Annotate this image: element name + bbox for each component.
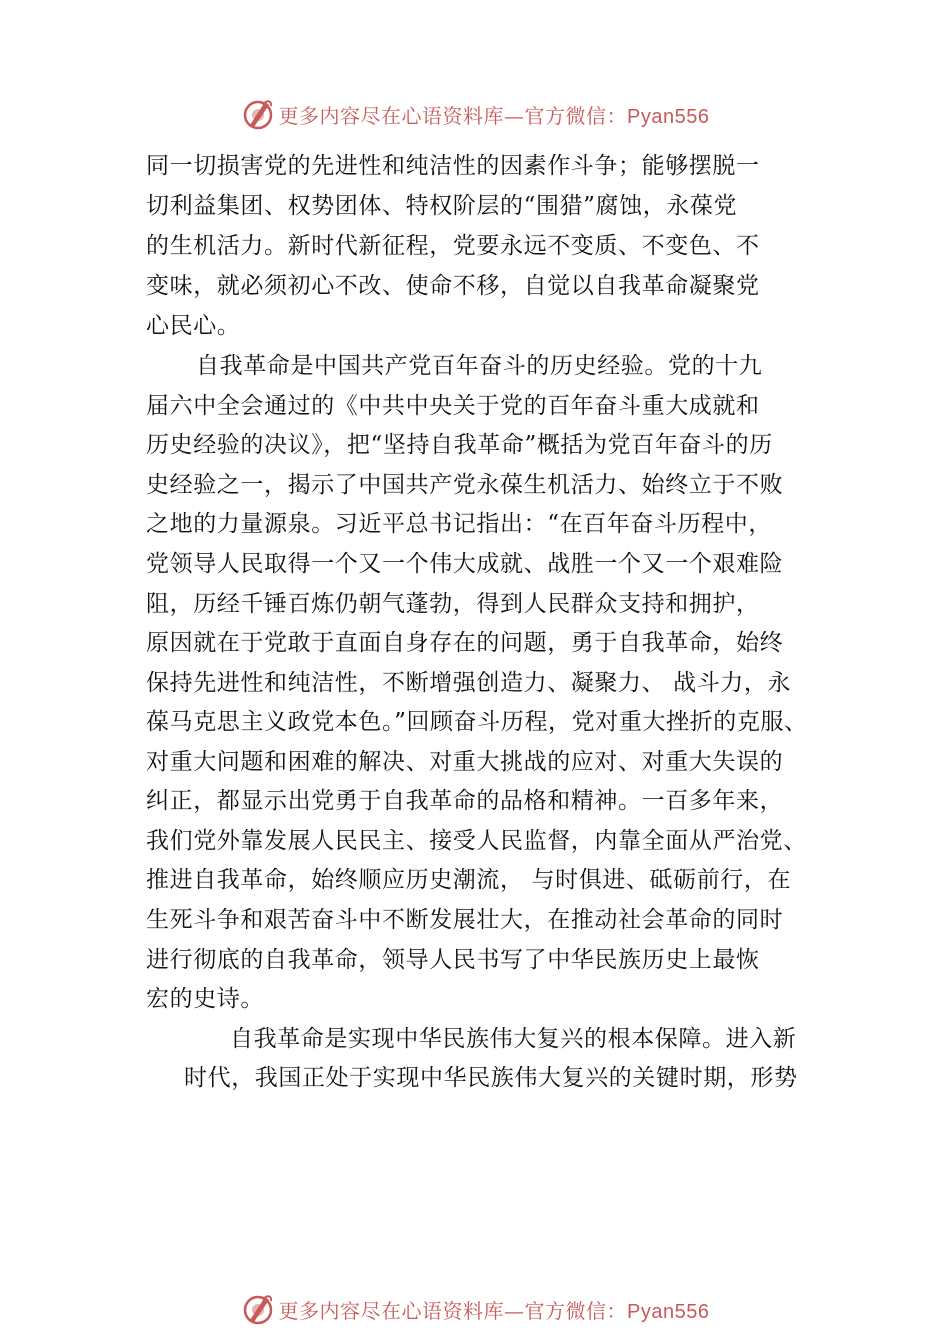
body-line: 历史经验的决议》，把“坚持自我革命”概括为党百年奋斗的历 bbox=[146, 432, 773, 458]
body-line: 届六中全会通过的《中共中央关于党的百年奋斗重大成就和 bbox=[146, 393, 760, 419]
body-line: 史经验之一，揭示了中国共产党永葆生机活力、始终立于不败 bbox=[146, 472, 784, 498]
pen-on-disc-icon bbox=[241, 1292, 275, 1326]
body-line: 葆马克思主义政党本色。”回顾奋斗历程，党对重大挫折的克服、 bbox=[146, 709, 808, 735]
body-line: 阻，历经千锤百炼仍朝气蓬勃，得到人民群众支持和拥护， bbox=[146, 591, 760, 617]
body-line: 原因就在于党敢于直面自身存在的问题，勇于自我革命，始终 bbox=[146, 630, 784, 656]
body-line: 同一切损害党的先进性和纯洁性的因素作斗争；能够摆脱一 bbox=[146, 153, 760, 179]
wechat-label: 官方微信： bbox=[524, 1298, 628, 1323]
body-line: 生死斗争和艰苦奋斗中不断发展壮大，在推动社会革命的同时 bbox=[146, 907, 784, 933]
footer-text bbox=[279, 1295, 710, 1324]
body-line: 保持先进性和纯洁性，不断增强创造力、凝聚力、 战斗力，永 bbox=[146, 670, 792, 696]
footer-dash: — bbox=[504, 1298, 525, 1323]
body-line: 切利益集团、权势团体、特权阶层的“围猎”腐蚀，永葆党 bbox=[146, 193, 738, 219]
body-line: 时代，我国正处于实现中华民族伟大复兴的关键时期，形势 bbox=[184, 1065, 798, 1091]
body-line: 自我革命是中国共产党百年奋斗的历史经验。党的十九 bbox=[196, 353, 763, 379]
footer-banner bbox=[0, 1289, 950, 1329]
body-line: 的生机活力。新时代新征程，党要永远不变质、不变色、不 bbox=[146, 233, 760, 259]
body-line: 之地的力量源泉。习近平总书记指出：“在百年奋斗历程中， bbox=[146, 511, 772, 537]
body-line: 对重大问题和困难的解决、对重大挑战的应对、对重大失误的 bbox=[146, 749, 784, 775]
wechat-id: Pyan556 bbox=[627, 105, 710, 128]
body-line: 纠正，都显示出党勇于自我革命的品格和精神。一百多年来， bbox=[146, 788, 784, 814]
body-line: 变味，就必须初心不改、使命不移，自觉以自我革命凝聚党 bbox=[146, 273, 760, 299]
header-dash: — bbox=[504, 103, 525, 128]
wechat-label: 官方微信： bbox=[524, 103, 628, 128]
wechat-id: Pyan556 bbox=[627, 1300, 710, 1323]
body-line: 推进自我革命，始终顺应历史潮流， 与时俱进、砥砺前行，在 bbox=[146, 867, 792, 893]
body-line: 心民心。 bbox=[146, 313, 241, 339]
body-line: 自我革命是实现中华民族伟大复兴的根本保障。进入新 bbox=[230, 1026, 797, 1052]
body-line: 宏的史诗。 bbox=[146, 986, 264, 1012]
site-name: 更多内容尽在心语资料库 bbox=[278, 103, 505, 128]
body-line: 我们党外靠发展人民民主、接受人民监督，内靠全面从严治党、 bbox=[146, 828, 807, 854]
site-name: 更多内容尽在心语资料库 bbox=[278, 1298, 505, 1323]
body-line: 党领导人民取得一个又一个伟大成就、战胜一个又一个艰难险 bbox=[146, 551, 784, 577]
body-line: 进行彻底的自我革命，领导人民书写了中华民族历史上最恢 bbox=[146, 947, 760, 973]
